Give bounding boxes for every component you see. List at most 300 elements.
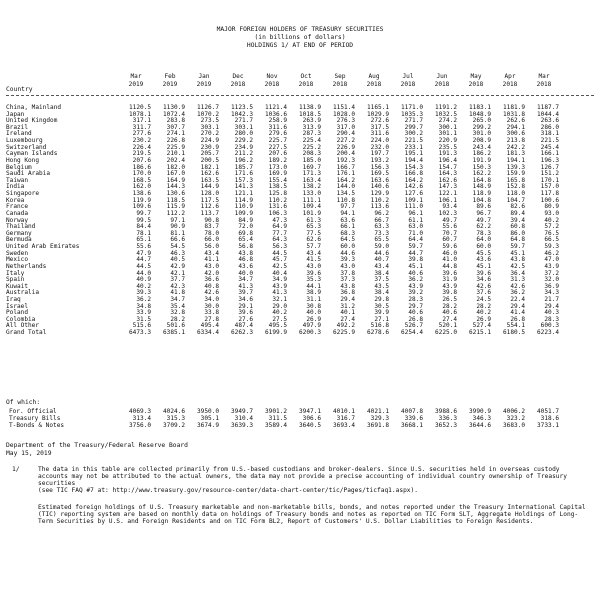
table-cell: 526.7 (404, 322, 423, 330)
table-cell: 200.5 (200, 156, 219, 164)
table-cell: 112.6 (200, 203, 219, 211)
table-cell: 1044.4 (536, 110, 559, 118)
table-cell: 1042.3 (230, 110, 253, 118)
table-cell: 40.9 (136, 276, 151, 284)
table-cell: 235.5 (438, 143, 457, 151)
table-cell: 164.2 (336, 176, 355, 184)
table-cell: 163.4 (302, 176, 321, 184)
table-cell: 59.7 (408, 243, 423, 251)
table-cell: 90.8 (204, 216, 219, 224)
table-cell: 46.3 (170, 249, 185, 257)
table-cell: 170.0 (132, 170, 151, 178)
of-which-label: Of which: (6, 399, 41, 406)
table-cell: 1070.2 (196, 110, 219, 118)
table-cell: 263.9 (302, 117, 321, 125)
table-cell: 40.1 (340, 309, 355, 317)
table-cell: 44.7 (408, 249, 423, 257)
table-cell: 93.4 (442, 203, 457, 211)
table-cell: 176.1 (336, 170, 355, 178)
table-cell: 497.9 (302, 322, 321, 330)
source-line: Department of the Treasury/Federal Reserve Board (6, 442, 188, 449)
table-cell: 6385.1 (162, 329, 185, 337)
table-cell: 194.1 (506, 156, 525, 164)
row-label: Cayman Islands (6, 150, 58, 158)
table-cell: 28.2 (476, 302, 491, 310)
table-cell: 1036.6 (264, 110, 287, 118)
row-label: Taiwan (6, 176, 29, 184)
table-cell: 6180.5 (502, 329, 525, 337)
table-cell: 36.9 (544, 282, 559, 290)
table-cell: 69.8 (238, 229, 253, 237)
table-cell: 60.7 (442, 236, 457, 244)
table-cell: 35.3 (306, 276, 321, 284)
table-cell: 55.6 (442, 223, 457, 231)
table-cell: 163.5 (200, 176, 219, 184)
table-cell: 111.0 (404, 203, 423, 211)
table-cell: 6334.4 (196, 329, 219, 337)
table-cell: 3901.2 (264, 408, 287, 415)
table-cell: 121.1 (234, 190, 253, 198)
table-cell: 93.0 (544, 209, 559, 217)
table-cell: 1072.4 (162, 110, 185, 118)
table-cell: 63.6 (340, 216, 355, 224)
table-cell: 194.4 (404, 156, 423, 164)
table-cell: 225.7 (268, 137, 287, 145)
table-cell: 39.6 (306, 269, 321, 277)
year-header: 2019 (196, 81, 212, 88)
table-cell: 318.6 (540, 415, 559, 422)
table-cell: 152.8 (506, 183, 525, 191)
table-cell: 169.5 (370, 170, 389, 178)
table-cell: 1151.4 (332, 104, 355, 111)
table-cell: 59.0 (374, 243, 389, 251)
table-cell: 41.0 (442, 256, 457, 264)
table-cell: 4007.8 (400, 408, 423, 415)
table-cell: 44.8 (442, 262, 457, 270)
document-subtitle-holdings: HOLDINGS 1/ AT END OF PERIOD (246, 42, 354, 49)
table-cell: 339.6 (404, 415, 423, 422)
table-cell: 28.3 (408, 295, 423, 303)
table-cell: 224.9 (200, 137, 219, 145)
table-cell: 3756.0 (128, 422, 151, 429)
month-header: Jun (436, 73, 448, 80)
table-cell: 44.1 (306, 282, 321, 290)
table-cell: 208.9 (472, 137, 491, 145)
table-cell: 36.8 (340, 289, 355, 297)
table-cell: 300.2 (404, 130, 423, 138)
table-cell: 40.2 (476, 309, 491, 317)
table-cell: 118.9 (472, 190, 491, 198)
table-cell: 27.4 (340, 315, 355, 323)
table-cell: 225.9 (166, 143, 185, 151)
table-cell: 22.4 (510, 295, 525, 303)
table-cell: 492.2 (336, 322, 355, 330)
footnote-text-1: The data in this table are collected primarily from U.S.-based custodians and broker-dealers. Since U.S. securities held in overseas custody accounts may not be attributed to the actual owners, the data may not provide a precise accounting of individual country ownership of Treasury securities (38, 466, 567, 488)
table-cell: 109.1 (404, 196, 423, 204)
table-cell: 162.6 (200, 170, 219, 178)
table-cell: 36.2 (136, 295, 151, 303)
table-cell: 113.6 (370, 203, 389, 211)
table-cell: 60.0 (476, 243, 491, 251)
table-cell: 43.5 (374, 282, 389, 290)
table-cell: 311.6 (268, 123, 287, 131)
table-cell: 200.4 (336, 150, 355, 158)
table-cell: 39.8 (442, 289, 457, 297)
table-cell: 43.0 (340, 262, 355, 270)
table-cell: 56.0 (204, 243, 219, 251)
table-cell: 3988.6 (434, 408, 457, 415)
table-cell: 36.4 (510, 269, 525, 277)
table-cell: 44.7 (136, 256, 151, 264)
table-cell: 45.1 (510, 249, 525, 257)
table-cell: 299.7 (404, 123, 423, 131)
table-cell: 4069.3 (128, 408, 151, 415)
table-cell: 45.1 (408, 262, 423, 270)
table-cell: 166.7 (336, 163, 355, 171)
table-cell: 29.4 (340, 295, 355, 303)
table-cell: 114.9 (234, 196, 253, 204)
table-cell: 99.7 (136, 209, 151, 217)
table-cell: 323.2 (506, 415, 525, 422)
table-cell: 32.8 (170, 309, 185, 317)
table-cell: 305.1 (200, 415, 219, 422)
table-cell: 21.7 (544, 295, 559, 303)
table-cell: 159.9 (506, 170, 525, 178)
table-cell: 109.4 (302, 203, 321, 211)
table-cell: 3640.5 (298, 422, 321, 429)
row-label: Sweden (6, 249, 29, 257)
table-cell: 162.0 (132, 183, 151, 191)
table-cell: 189.2 (268, 156, 287, 164)
table-cell: 43.0 (306, 262, 321, 270)
table-cell: 43.8 (238, 249, 253, 257)
country-column-header: Country (6, 86, 33, 93)
table-cell: 127.6 (404, 190, 423, 198)
table-cell: 139.3 (506, 163, 525, 171)
table-cell: 1183.1 (468, 104, 491, 111)
table-cell: 181.3 (506, 150, 525, 158)
table-cell: 192.3 (336, 156, 355, 164)
row-label: Ireland (6, 130, 32, 138)
table-cell: 315.3 (166, 415, 185, 422)
table-cell: 76.5 (544, 229, 559, 237)
table-cell: 128.0 (200, 190, 219, 198)
row-label: Poland (6, 309, 29, 317)
table-cell: 43.8 (510, 256, 525, 264)
table-cell: 27.6 (238, 315, 253, 323)
table-cell: 157.3 (234, 176, 253, 184)
table-cell: 99.5 (136, 216, 151, 224)
table-cell: 271.7 (234, 117, 253, 125)
table-cell: 168.5 (132, 176, 151, 184)
table-cell: 301.0 (472, 130, 491, 138)
table-cell: 43.9 (272, 282, 287, 290)
table-cell: 64.5 (340, 236, 355, 244)
table-cell: 274.2 (438, 117, 457, 125)
table-cell: 125.8 (268, 190, 287, 198)
table-cell: 164.3 (438, 170, 457, 178)
row-label: Italy (6, 269, 25, 277)
table-cell: 6254.4 (400, 329, 423, 337)
table-cell: 34.7 (238, 276, 253, 284)
table-cell: 43.9 (442, 282, 457, 290)
table-cell: 80.9 (544, 203, 559, 211)
month-header: Jul (402, 73, 414, 80)
table-cell: 219.5 (132, 150, 151, 158)
table-cell: 317.0 (336, 123, 355, 131)
table-cell: 30.5 (374, 302, 389, 310)
table-cell: 63.3 (374, 223, 389, 231)
table-cell: 265.0 (472, 117, 491, 125)
row-label: Japan (6, 110, 25, 118)
table-cell: 1029.9 (366, 110, 389, 118)
table-cell: 41.1 (204, 256, 219, 264)
table-cell: 6215.1 (468, 329, 491, 337)
table-cell: 29.8 (374, 295, 389, 303)
row-label: India (6, 183, 25, 191)
table-cell: 41.5 (306, 256, 321, 264)
table-cell: 4010.1 (332, 408, 355, 415)
table-cell: 39.9 (374, 309, 389, 317)
table-cell: 42.6 (476, 282, 491, 290)
table-cell: 59.7 (510, 243, 525, 251)
year-header: 2018 (400, 81, 416, 88)
table-cell: 232.0 (370, 143, 389, 151)
table-cell: 110.9 (234, 203, 253, 211)
table-cell: 220.9 (438, 137, 457, 145)
year-header: 2019 (162, 81, 178, 88)
table-cell: 117.8 (540, 190, 559, 198)
table-cell: 186.2 (472, 150, 491, 158)
row-label: Iraq (6, 295, 21, 303)
row-label: Saudi Arabia (6, 170, 51, 178)
row-label: Treasury Bills (9, 415, 61, 422)
table-cell: 41.3 (272, 289, 287, 297)
table-cell: 36.2 (408, 276, 423, 284)
table-cell: 287.3 (302, 130, 321, 138)
table-cell: 42.0 (204, 269, 219, 277)
table-cell: 34.8 (136, 302, 151, 310)
table-cell: 122.1 (438, 190, 457, 198)
month-header: Dec (232, 73, 244, 80)
table-cell: 43.9 (544, 262, 559, 270)
table-cell: 495.4 (200, 322, 219, 330)
table-cell: 290.4 (336, 130, 355, 138)
table-cell: 1126.7 (196, 104, 219, 111)
table-cell: 191.3 (438, 150, 457, 158)
table-cell: 294.1 (506, 123, 525, 131)
table-cell: 39.2 (408, 289, 423, 297)
year-header: 2018 (230, 81, 246, 88)
table-cell: 64.3 (272, 236, 287, 244)
table-cell: 487.4 (234, 322, 253, 330)
table-cell: 148.9 (472, 183, 491, 191)
table-cell: 527.4 (472, 322, 491, 330)
table-cell: 65.1 (136, 236, 151, 244)
table-cell: 34.6 (238, 295, 253, 303)
table-cell: 119.9 (132, 196, 151, 204)
table-cell: 59.3 (544, 243, 559, 251)
table-cell: 106.3 (268, 209, 287, 217)
table-cell: 1078.1 (128, 110, 151, 118)
table-cell: 37.2 (544, 269, 559, 277)
table-cell: 72.0 (238, 223, 253, 231)
table-cell: 66.0 (204, 236, 219, 244)
table-cell: 147.3 (438, 183, 457, 191)
table-cell: 1138.9 (298, 104, 321, 111)
month-header: Apr (504, 73, 516, 80)
table-cell: 182.1 (200, 163, 219, 171)
table-cell: 3683.0 (502, 422, 525, 429)
table-cell: 101.9 (302, 209, 321, 217)
year-header: 2018 (332, 81, 348, 88)
table-cell: 202.4 (166, 156, 185, 164)
table-cell: 4051.7 (536, 408, 559, 415)
table-cell: 150.3 (472, 163, 491, 171)
row-label: T-Bonds & Notes (9, 422, 65, 429)
row-label: Grand Total (6, 329, 47, 337)
year-header: 2018 (366, 81, 382, 88)
table-cell: 306.6 (302, 415, 321, 422)
table-cell: 227.2 (336, 137, 355, 145)
table-cell: 26.9 (306, 315, 321, 323)
table-cell: 299.2 (472, 123, 491, 131)
table-cell: 78.0 (204, 229, 219, 237)
table-cell: 283.8 (166, 117, 185, 125)
table-cell: 6473.3 (128, 329, 151, 337)
table-cell: 169.9 (268, 170, 287, 178)
table-cell: 82.6 (510, 203, 525, 211)
table-cell: 90.9 (170, 223, 185, 231)
table-cell: 64.4 (408, 236, 423, 244)
table-cell: 97.1 (170, 216, 185, 224)
table-cell: 55.6 (136, 243, 151, 251)
table-cell: 185.0 (302, 156, 321, 164)
year-header: 2018 (502, 81, 518, 88)
table-cell: 40.7 (374, 256, 389, 264)
table-cell: 70.7 (442, 229, 457, 237)
table-cell: 3691.8 (366, 422, 389, 429)
year-header: 2018 (264, 81, 280, 88)
table-cell: 42.5 (272, 262, 287, 270)
table-cell: 28.2 (170, 315, 185, 323)
table-cell: 39.4 (510, 216, 525, 224)
table-cell: 3949.7 (230, 408, 253, 415)
table-cell: 64.8 (510, 236, 525, 244)
row-label: Australia (6, 289, 40, 297)
table-cell: 39.7 (238, 289, 253, 297)
table-cell: 3990.9 (468, 408, 491, 415)
table-cell: 210.1 (166, 150, 185, 158)
table-cell: 45.7 (272, 256, 287, 264)
grand-total-row (0, 329, 600, 336)
table-cell: 43.4 (374, 262, 389, 270)
table-cell: 277.6 (132, 130, 151, 138)
table-cell: 144.3 (166, 183, 185, 191)
table-cell: 155.4 (268, 176, 287, 184)
table-cell: 138.6 (132, 190, 151, 198)
table-cell: 37.8 (340, 269, 355, 277)
footnote-faq-link[interactable]: (see TIC FAQ #7 at: http://www.treasury.gov/resource-center/data-chart-center/tic/Pages/ticfaq1.aspx). (38, 487, 418, 495)
table-cell: 54.5 (170, 243, 185, 251)
month-header: Feb (164, 73, 176, 80)
table-cell: 3693.4 (332, 422, 355, 429)
table-cell: 27.8 (204, 315, 219, 323)
table-cell: 3950.0 (196, 408, 219, 415)
header-rule (6, 95, 594, 96)
table-cell: 336.3 (438, 415, 457, 422)
table-cell: 3668.1 (400, 422, 423, 429)
year-header: 2018 (468, 81, 484, 88)
table-cell: 42.5 (510, 262, 525, 270)
table-cell: 41.3 (238, 282, 253, 290)
table-cell: 193.2 (370, 156, 389, 164)
row-label: For. Official (9, 408, 57, 415)
table-cell: 34.3 (544, 289, 559, 297)
table-cell: 1130.9 (162, 104, 185, 111)
of-which-row (0, 408, 600, 415)
table-cell: 44.5 (136, 262, 151, 270)
table-cell: 165.8 (506, 176, 525, 184)
table-cell: 196.4 (438, 156, 457, 164)
table-cell: 49.7 (476, 216, 491, 224)
table-cell: 44.6 (374, 249, 389, 257)
table-cell: 59.6 (442, 243, 457, 251)
table-cell: 154.3 (404, 163, 423, 171)
table-cell: 134.5 (336, 190, 355, 198)
row-label: All Other (6, 322, 40, 330)
table-cell: 171.3 (302, 170, 321, 178)
table-cell: 96.2 (374, 209, 389, 217)
table-cell: 4021.1 (366, 408, 389, 415)
table-cell: 40.2 (544, 216, 559, 224)
table-cell: 207.6 (132, 156, 151, 164)
table-cell: 40.4 (272, 269, 287, 277)
table-cell: 270.2 (200, 130, 219, 138)
table-cell: 40.0 (238, 269, 253, 277)
table-cell: 279.6 (268, 130, 287, 138)
table-cell: 40.0 (306, 309, 321, 317)
table-cell: 26.5 (442, 295, 457, 303)
table-cell: 102.3 (438, 209, 457, 217)
table-cell: 3709.2 (162, 422, 185, 429)
row-label: Brazil (6, 123, 29, 131)
table-cell: 276.3 (336, 117, 355, 125)
table-cell: 262.6 (506, 117, 525, 125)
table-cell: 1171.0 (400, 104, 423, 111)
table-cell: 3644.6 (468, 422, 491, 429)
table-cell: 34.9 (272, 276, 287, 284)
month-header: Jan (198, 73, 210, 80)
table-cell: 6262.3 (230, 329, 253, 337)
table-cell: 6199.9 (264, 329, 287, 337)
table-cell: 3589.4 (264, 422, 287, 429)
table-cell: 167.0 (166, 170, 185, 178)
table-cell: 34.6 (476, 276, 491, 284)
table-cell: 46.2 (544, 249, 559, 257)
table-cell: 144.0 (336, 183, 355, 191)
table-cell: 300.6 (506, 130, 525, 138)
table-cell: 89.4 (510, 209, 525, 217)
table-cell: 274.1 (166, 130, 185, 138)
table-cell: 94.1 (340, 209, 355, 217)
table-cell: 495.5 (268, 322, 287, 330)
table-cell: 28.3 (544, 315, 559, 323)
table-cell: 60.8 (510, 223, 525, 231)
row-label: Israel (6, 302, 29, 310)
table-cell: 600.3 (540, 322, 559, 330)
row-label: Singapore (6, 190, 40, 198)
